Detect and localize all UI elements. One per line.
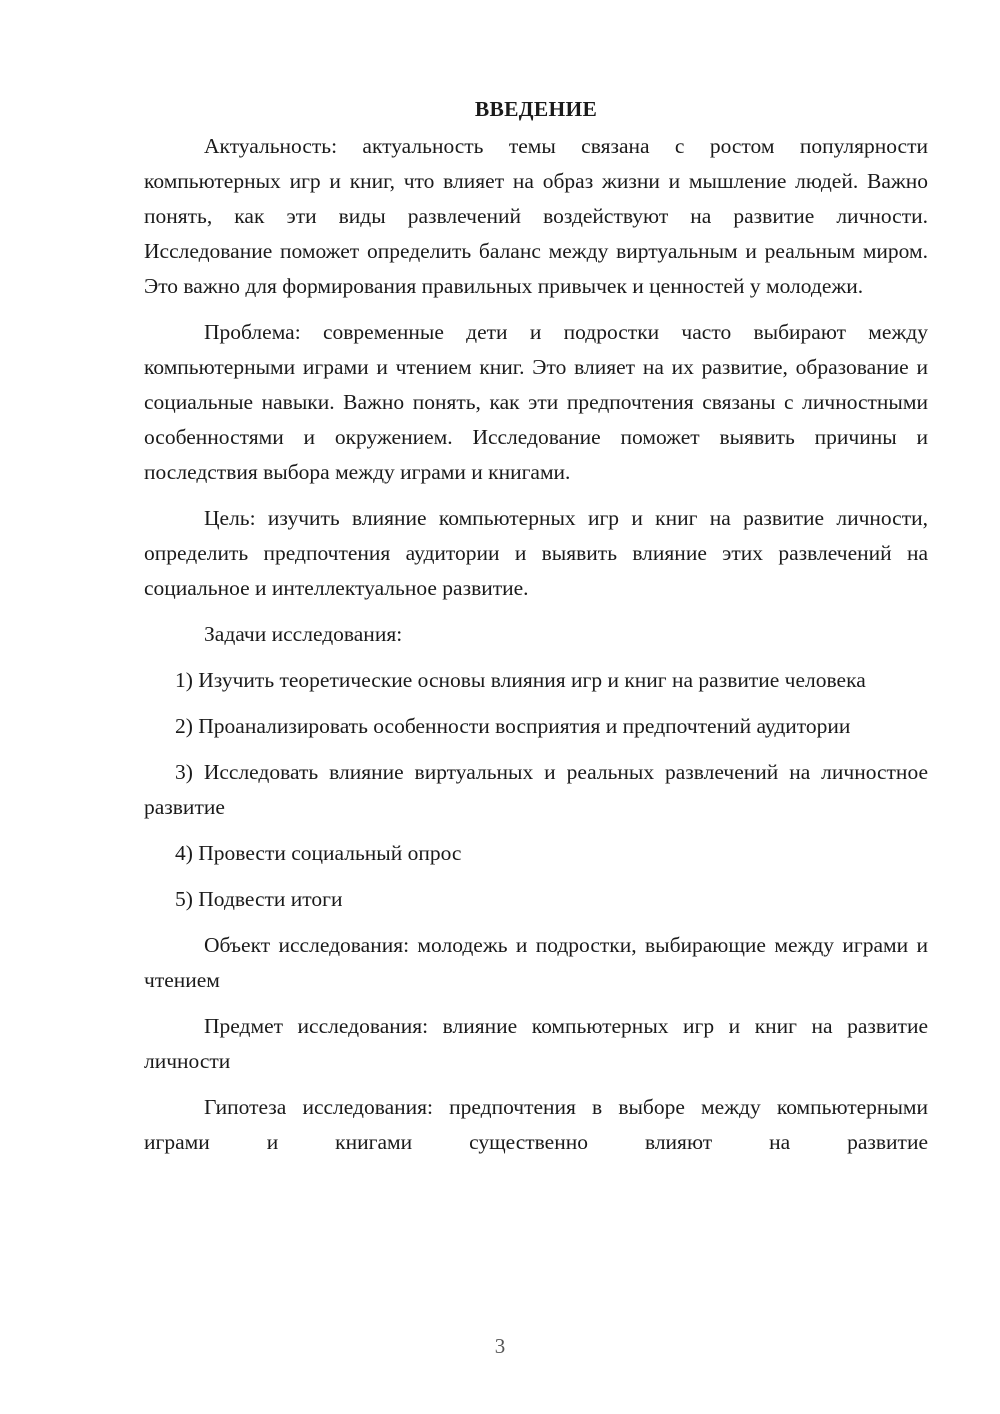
task-item-1: 1) Изучить теоретические основы влияния игр и книг на развитие человека: [175, 668, 866, 692]
paragraph-problem: Проблема: современные дети и подростки часто выбирают между компьютерными играми и чтением книг. Это влияет на их развитие, образование и социальные навыки. Важно понять, как эти предпочтения связаны с личностными особенностями и окружением. Исследование поможет выявить причины и последствия выбора между играми и книгами.: [144, 320, 928, 484]
task-item-5: 5) Подвести итоги: [175, 887, 343, 911]
paragraph-relevance: Актуальность: актуальность темы связана с ростом популярности компьютерных игр и книг, что влияет на образ жизни и мышление людей. Важно понять, как эти виды развлечений воздействуют на развитие личности. Исследование поможет определить баланс между виртуальным и реальным миром. Это важно для формирования правильных привычек и ценностей у молодежи.: [144, 134, 928, 298]
section-title: ВВЕДЕНИЕ: [474, 97, 598, 121]
paragraph-subject: Предмет исследования: влияние компьютерных игр и книг на развитие личности: [144, 1014, 928, 1073]
task-item-2: 2) Проанализировать особенности восприятия и предпочтений аудитории: [175, 714, 851, 738]
paragraph-tasks-heading: Задачи исследования:: [204, 622, 403, 646]
paragraph-object: Объект исследования: молодежь и подростки, выбирающие между играми и чтением: [144, 933, 928, 992]
page-number: 3: [494, 1334, 506, 1358]
task-item-3: 3) Исследовать влияние виртуальных и реальных развлечений на личностное развитие: [144, 760, 928, 819]
document-page: [144, 92, 928, 1160]
paragraph-hypothesis: Гипотеза исследования: предпочтения в выборе между компьютерными играми и книгами существенно влияют на развитие: [144, 1095, 928, 1154]
paragraph-goal: Цель: изучить влияние компьютерных игр и книг на развитие личности, определить предпочтения аудитории и выявить влияние этих развлечений на социальное и интеллектуальное развитие.: [144, 506, 928, 600]
task-item-4: 4) Провести социальный опрос: [175, 841, 462, 865]
